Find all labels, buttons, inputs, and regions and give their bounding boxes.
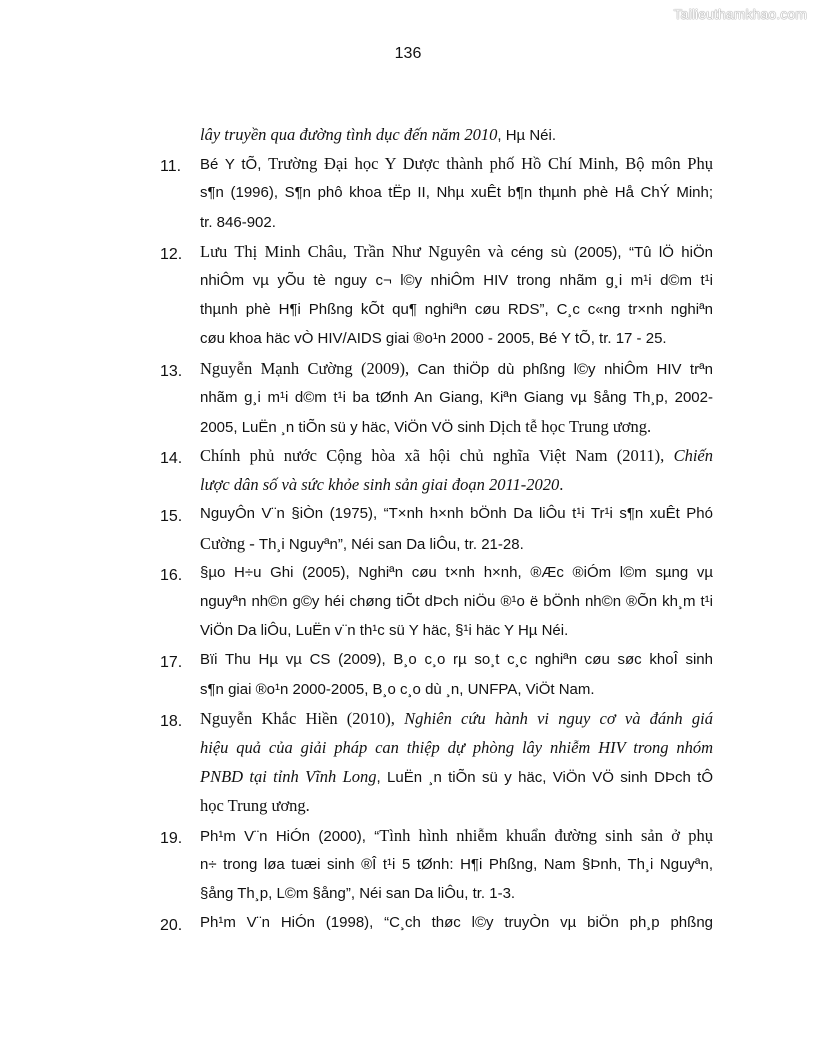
text-segment: s¶n (1996), S¶n phô khoa tËp II, Nhµ xuÊt b¶n thµnh phè Hå ChÝ Minh; [200, 184, 713, 202]
reference-item [160, 237, 713, 354]
reference-number: 18. [160, 712, 183, 730]
text-segment: n÷ trong løa tuæi sinh ®Î t¹i 5 tØnh: H¶i Phßng, Nam §Þnh, Th¸i Nguyªn, [200, 855, 713, 873]
reference-line [160, 412, 713, 441]
reference-text [200, 354, 713, 384]
reference-text [200, 149, 713, 179]
reference-text [200, 529, 713, 559]
text-segment: lây truyền qua đường tình dục đến năm 2010 [200, 125, 498, 144]
reference-line [160, 879, 713, 908]
reference-text [200, 237, 713, 267]
text-segment: céng sù (2005), “Tû lÖ hiÖn [510, 243, 713, 261]
reference-text [200, 821, 713, 851]
reference-item [160, 908, 713, 937]
reference-number: 13. [160, 362, 183, 380]
reference-text [200, 850, 713, 879]
reference-number: 14. [160, 450, 183, 468]
reference-line [160, 383, 713, 412]
text-segment: lược dân số và sức khỏe sinh sản giai đoạn 2011-2020 [200, 475, 560, 495]
text-segment: tr. 846-902. [200, 213, 276, 231]
reference-text [200, 412, 713, 442]
reference-line [160, 354, 713, 383]
text-segment: Chiến [673, 446, 713, 466]
watermark: Tailieuthamkhao.com [673, 6, 807, 22]
text-segment: cøu khoa häc vÒ HIV/AIDS giai ®o¹n 2000 - 2005, Bé Y tÕ, tr. 17 - 25. [200, 330, 667, 348]
text-segment: Bïi Thu Hµ vµ CS (2009), B¸o c¸o rµ so¸t c¸c nghiªn cøu søc khoÎ sinh [200, 651, 713, 669]
reference-line [160, 645, 713, 674]
reference-number: 15. [160, 508, 183, 526]
reference-list [160, 120, 713, 937]
reference-item [160, 499, 713, 557]
reference-line [160, 908, 713, 937]
reference-text [200, 208, 713, 237]
text-segment: , LuËn ¸n tiÕn sü y häc, ViÖn VÖ sinh DÞch tÔ [376, 769, 713, 787]
reference-line [160, 266, 713, 295]
reference-text [200, 324, 713, 353]
text-segment: , Hµ Néi. [497, 127, 557, 144]
reference-line [160, 733, 713, 762]
reference-line [160, 324, 713, 353]
text-segment: học Trung ương. [200, 796, 310, 816]
reference-text [200, 295, 713, 324]
reference-line [160, 558, 713, 587]
reference-line [160, 529, 713, 558]
reference-item [160, 558, 713, 646]
reference-item [160, 704, 713, 821]
reference-line [160, 587, 713, 616]
reference-item [160, 354, 713, 442]
text-segment: thµnh phè H¶i Phßng kÕt qu¶ nghiªn cøu RDS”, C¸c c«ng tr×nh nghiªn [200, 301, 713, 319]
text-segment: PNBD tại tỉnh Vĩnh Long [200, 767, 377, 787]
reference-item [160, 441, 713, 499]
reference-line [160, 470, 713, 499]
reference-text [200, 383, 713, 412]
text-segment: s¶n giai ®o¹n 2000-2005, B¸o c¸o dù ¸n, UNFPA, ViÖt Nam. [200, 680, 595, 698]
reference-text [200, 908, 713, 937]
reference-text [200, 645, 713, 674]
reference-line [160, 616, 713, 645]
reference-text [200, 120, 713, 150]
text-segment: §ång Th¸p, L©m §ång”, Néi san Da liÔu, tr. 1-3. [200, 884, 516, 902]
reference-number: 17. [160, 654, 183, 672]
reference-line [160, 149, 713, 178]
reference-line [160, 208, 713, 237]
reference-text [200, 791, 713, 821]
reference-text [200, 558, 713, 587]
reference-text [200, 587, 713, 616]
text-segment: Tình hình nhiễm khuẩn đường sinh sản ở phụ [379, 825, 713, 845]
reference-item [160, 645, 713, 703]
text-segment: nguyªn nh©n g©y héi chøng tiÕt dÞch niÖu ®¹o ë bÖnh nh©n ®Õn kh¸m t¹i [200, 593, 713, 610]
text-segment: Th¸i Nguyªn”, Néi san Da liÔu, tr. 21-28. [258, 535, 524, 553]
reference-text [200, 441, 713, 471]
reference-line [160, 675, 713, 704]
reference-text [200, 470, 713, 500]
reference-text [200, 762, 713, 792]
text-segment: Cường - [200, 533, 259, 553]
reference-text [200, 675, 713, 704]
text-segment: Bé Y tÕ, [200, 156, 269, 174]
text-segment: Dịch tễ học Trung ương. [489, 416, 652, 436]
reference-line [160, 178, 713, 207]
reference-text [200, 266, 713, 295]
text-segment: Chính phủ nước Cộng hòa xã hội chủ nghĩa Việt Nam (2011), [200, 446, 674, 466]
reference-line [160, 850, 713, 879]
text-segment: . [559, 475, 564, 495]
page-number: 136 [394, 45, 422, 62]
text-segment: hiệu quả của giải pháp can thiệp dự phòng lây nhiễm HIV trong nhóm [200, 737, 713, 757]
text-segment: 2005, LuËn ¸n tiÕn sü y häc, ViÖn VÖ sinh [200, 418, 490, 436]
reference-number: 20. [160, 917, 183, 935]
text-segment: Lưu Thị Minh Châu, Trần Như Nguyên và [200, 241, 511, 261]
text-segment: Can thiÖp dù phßng l©y nhiÔm HIV trªn [417, 360, 713, 378]
text-segment: nhãm g¸i m¹i d©m t¹i ba tØnh An Giang, Kiªn Giang vµ §ång Th¸p, 2002- [200, 388, 713, 406]
reference-line [160, 237, 713, 266]
text-segment: Ph¹m V¨n HiÓn (2000), “ [200, 827, 380, 845]
text-segment: nhiÔm vµ yÕu tè nguy c¬ l©y nhiÔm HIV trong nhãm g¸i m¹i d©m t¹i [200, 271, 713, 289]
reference-line [160, 295, 713, 324]
reference-line [160, 441, 713, 470]
reference-item [160, 149, 713, 237]
reference-number: 16. [160, 566, 183, 584]
text-segment: Ph¹m V¨n HiÓn (1998), “C¸ch thøc l©y truyÒn vµ biÖn ph¸p phßng [200, 914, 713, 932]
reference-item [160, 120, 713, 149]
reference-line [160, 120, 713, 149]
text-segment: Nguyễn Mạnh Cường (2009), [200, 358, 418, 378]
reference-line [160, 762, 713, 791]
reference-number: 19. [160, 829, 183, 847]
reference-number: 11. [160, 158, 182, 176]
reference-text [200, 704, 713, 734]
reference-line [160, 791, 713, 820]
reference-line [160, 821, 713, 850]
text-segment: §µo H÷u Ghi (2005), Nghiªn cøu t×nh h×nh, ®Æc ®iÓm l©m sµng vµ [200, 563, 713, 581]
text-segment: Nghiên cứu hành vi nguy cơ và đánh giá [404, 708, 713, 728]
reference-item [160, 821, 713, 909]
reference-text [200, 879, 713, 908]
reference-text [200, 499, 713, 528]
reference-line [160, 499, 713, 528]
reference-number: 12. [160, 245, 183, 263]
reference-text [200, 733, 713, 763]
text-segment: ViÖn Da liÔu, LuËn v¨n th¹c sü Y häc, §¹i häc Y Hµ Néi. [200, 622, 569, 640]
reference-line [160, 704, 713, 733]
reference-text [200, 616, 713, 645]
reference-text [200, 178, 713, 207]
text-segment: Trường Đại học Y Dược thành phố Hồ Chí Minh, Bộ môn Phụ [268, 154, 713, 174]
text-segment: Nguyễn Khắc Hiền (2010), [200, 708, 405, 728]
text-segment: NguyÔn V¨n §iÒn (1975), “T×nh h×nh bÖnh Da liÔu t¹i Tr¹i s¶n xuÊt Phó [200, 505, 713, 523]
